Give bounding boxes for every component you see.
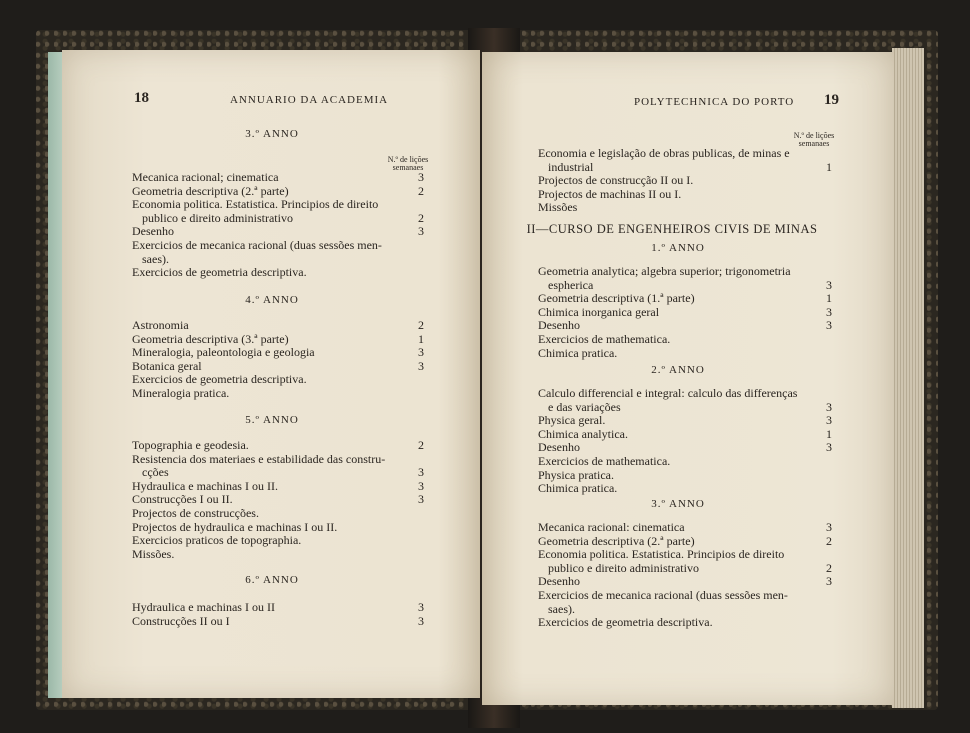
lessons-count: 3 [826, 277, 832, 292]
lessons-count: 1 [418, 331, 424, 346]
right-running-header: POLYTECHNICA DO PORTO [634, 96, 795, 108]
entry-text: Geometria analytica; algebra superior; trigonometria [538, 264, 791, 278]
entry-text: Projectos de machinas II ou I. [538, 186, 682, 201]
entry-text: Hydraulica e machinas I ou II. [132, 478, 278, 493]
entry-text: Mecanica racional: cinematica [538, 520, 685, 534]
entry-text: Exercicios de geometria descriptiva. [132, 265, 307, 280]
lessons-count: 3 [826, 413, 832, 428]
entry-text: Topographia e geodesia. [132, 438, 249, 452]
entry-text: Exercicios de mathematica. [538, 332, 671, 346]
entry-text: Construcções I ou II. [132, 492, 233, 507]
entry-text: Exercicios praticos de topographia. [132, 533, 302, 548]
entry-text: Physica geral. [538, 413, 606, 428]
entry-text: cções [142, 465, 169, 480]
year-heading: 4.º ANNO [245, 294, 299, 306]
right-page-number: 19 [824, 92, 839, 108]
entry-text: Geometria descriptiva (3.ª parte) [132, 331, 289, 346]
entry-text: Geometria descriptiva (2.ª parte) [132, 183, 289, 198]
entry-text: Mineralogia pratica. [132, 386, 230, 400]
year-heading: 1.º ANNO [651, 242, 705, 254]
entry-text: espherica [548, 277, 594, 292]
right-lessons-note: N.º de lições semanaes [793, 131, 835, 148]
lessons-count: 1 [826, 426, 832, 441]
lessons-count: 3 [826, 574, 832, 589]
year-heading: 3.º ANNO [651, 498, 705, 510]
entry-text: Botanica geral [132, 358, 202, 373]
lessons-count: 1 [826, 159, 832, 174]
entry-text: Missões. [132, 546, 175, 561]
entry-text: Projectos de hydraulica e machinas I ou II. [132, 519, 338, 534]
left-page [62, 50, 480, 698]
entry-text: Exercicios de mecanica racional (duas sessões men- [538, 588, 788, 602]
entry-text: saes). [142, 251, 169, 266]
lessons-count: 3 [826, 304, 832, 319]
lessons-count: 3 [826, 440, 832, 455]
year-heading: 3.º ANNO [245, 128, 299, 140]
entry-text: Mecanica racional; cinematica [132, 170, 279, 184]
entry-text: Chimica inorganica geral [538, 304, 660, 319]
entry-text: Chimica pratica. [538, 481, 618, 496]
left-page-number: 18 [134, 90, 149, 106]
lessons-count: 2 [418, 183, 424, 198]
entry-text: Geometria descriptiva (2.ª parte) [538, 533, 695, 548]
entry-text: Desenho [132, 224, 174, 239]
lessons-count: 2 [418, 210, 424, 225]
lessons-count: 3 [418, 345, 424, 360]
entry-text: Desenho [538, 318, 580, 333]
entry-text: Exercicios de geometria descriptiva. [132, 372, 307, 387]
entry-text: Construcções II ou I [132, 613, 230, 628]
entry-text: publico e direito administrativo [142, 210, 293, 225]
entry-text: saes). [548, 601, 575, 616]
lessons-count: 3 [418, 358, 424, 373]
lessons-count: 3 [418, 465, 424, 480]
entry-text: Astronomia [132, 318, 189, 332]
entry-text: publico e direito administrativo [548, 560, 699, 575]
entry-text: Economia politica. Estatistica. Principios de direito [538, 547, 785, 562]
lessons-count: 3 [418, 170, 424, 184]
entry-text: Economia e legislação de obras publicas, de minas e [538, 146, 790, 160]
lessons-count: 3 [418, 492, 424, 507]
year-heading: 6.º ANNO [245, 574, 299, 586]
lessons-count: 3 [418, 478, 424, 493]
entry-text: Geometria descriptiva (1.ª parte) [538, 291, 695, 306]
entry-text: Desenho [538, 440, 580, 455]
lessons-count: 2 [418, 438, 424, 452]
lessons-count: 2 [418, 318, 424, 332]
lessons-count: 3 [826, 399, 832, 414]
year-heading: 2.º ANNO [651, 364, 705, 376]
lessons-count: 2 [826, 560, 832, 575]
entry-text: Missões [538, 200, 578, 215]
entry-text: Physica pratica. [538, 467, 614, 482]
lessons-count: 3 [418, 224, 424, 239]
entry-text: Chimica pratica. [538, 345, 618, 360]
entry-text: Projectos de construcção II ou I. [538, 173, 694, 188]
lessons-count: 3 [826, 318, 832, 333]
entry-text: Hydraulica e machinas I ou II [132, 600, 275, 614]
left-running-header: ANNUARIO DA ACADEMIA [230, 94, 389, 106]
entry-text: e das variações [548, 399, 621, 414]
lessons-count: 3 [418, 613, 424, 628]
entry-text: Exercicios de mathematica. [538, 454, 671, 468]
entry-text: Economia politica. Estatistica. Principios de direito [132, 197, 379, 212]
entry-text: Exercicios de geometria descriptiva. [538, 615, 713, 630]
entry-text: Calculo differencial e integral: calculo das differenças [538, 386, 798, 400]
entry-text: Mineralogia, paleontologia e geologia [132, 345, 315, 360]
entry-text: Desenho [538, 574, 580, 589]
lessons-count: 1 [826, 291, 832, 306]
left-lessons-note: N.º de lições semanaes [387, 155, 429, 172]
entry-text: Chimica analytica. [538, 426, 628, 441]
year-heading: 5.º ANNO [245, 414, 299, 426]
right-page [482, 52, 894, 705]
right-page-edges [892, 48, 924, 708]
entry-text: Projectos de construcções. [132, 506, 259, 520]
lessons-count: 3 [826, 520, 832, 534]
entry-text: Exercicios de mecanica racional (duas sessões men- [132, 238, 382, 252]
lessons-count: 2 [826, 533, 832, 548]
lessons-count: 3 [418, 600, 424, 614]
course-title: II—CURSO DE ENGENHEIROS CIVIS DE MINAS [526, 222, 818, 236]
entry-text: industrial [548, 159, 594, 174]
entry-text: Resistencia dos materiaes e estabilidade das constru- [132, 451, 386, 466]
